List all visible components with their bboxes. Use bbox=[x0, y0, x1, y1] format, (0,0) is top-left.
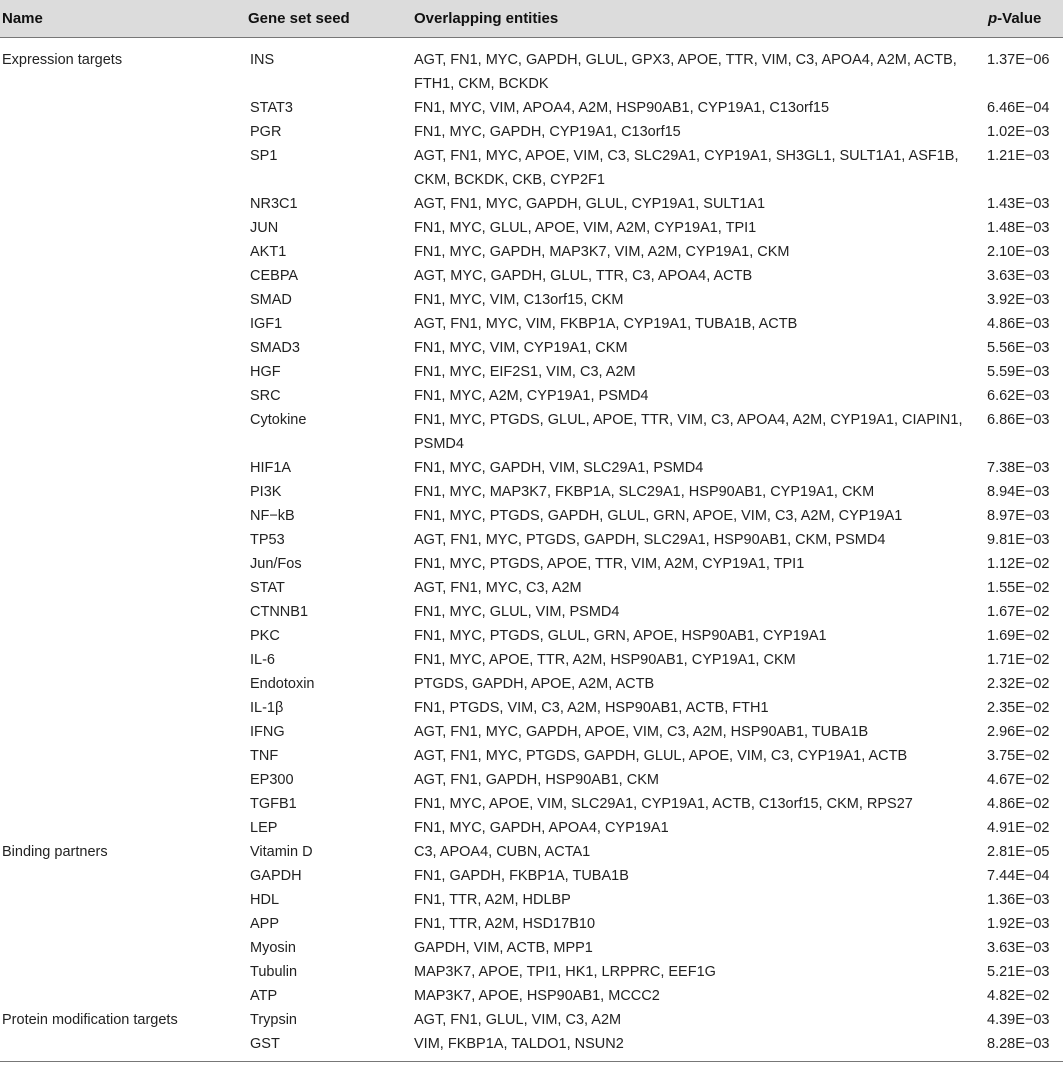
cell-seed: HDL bbox=[250, 892, 280, 908]
table-row bbox=[0, 768, 1063, 792]
cell-name: Protein modification targets bbox=[2, 1012, 178, 1028]
table-row bbox=[0, 840, 1063, 864]
cell-entities: MAP3K7, APOE, TPI1, HK1, LRPPRC, EEF1G bbox=[414, 964, 716, 980]
cell-pvalue: 1.69E−02 bbox=[987, 628, 1050, 644]
cell-seed: ATP bbox=[250, 988, 278, 1004]
cell-entities: FN1, MYC, MAP3K7, FKBP1A, SLC29A1, HSP90AB1, CYP19A1, CKM bbox=[414, 484, 875, 500]
cell-seed: SMAD bbox=[250, 292, 292, 308]
cell-seed: NR3C1 bbox=[250, 196, 298, 212]
table-row bbox=[0, 288, 1063, 312]
cell-entities: FN1, MYC, GAPDH, VIM, SLC29A1, PSMD4 bbox=[414, 460, 704, 476]
table-row bbox=[0, 240, 1063, 264]
table-row bbox=[0, 576, 1063, 600]
cell-seed: TGFB1 bbox=[250, 796, 297, 812]
cell-pvalue: 1.43E−03 bbox=[987, 196, 1050, 212]
table-row bbox=[0, 1032, 1063, 1056]
cell-seed: Tubulin bbox=[250, 964, 298, 980]
cell-pvalue: 1.12E−02 bbox=[987, 556, 1050, 572]
cell-entities: AGT, FN1, GLUL, VIM, C3, A2M bbox=[414, 1012, 622, 1028]
cell-seed: PGR bbox=[250, 124, 282, 140]
cell-entities: FN1, PTGDS, VIM, C3, A2M, HSP90AB1, ACTB, FTH1 bbox=[414, 700, 769, 716]
cell-seed: GAPDH bbox=[250, 868, 302, 884]
table-row bbox=[0, 456, 1063, 480]
table-row bbox=[0, 888, 1063, 912]
cell-pvalue: 8.97E−03 bbox=[987, 508, 1050, 524]
cell-pvalue: 6.62E−03 bbox=[987, 388, 1050, 404]
cell-entities: FN1, MYC, APOE, VIM, SLC29A1, CYP19A1, ACTB, C13orf15, CKM, RPS27 bbox=[414, 796, 913, 812]
cell-seed: EP300 bbox=[250, 772, 294, 788]
table-row bbox=[0, 864, 1063, 888]
cell-seed: JUN bbox=[250, 220, 279, 236]
cell-seed: Myosin bbox=[250, 940, 296, 956]
cell-pvalue: 1.21E−03 bbox=[987, 148, 1050, 164]
cell-seed: TNF bbox=[250, 748, 279, 764]
cell-entities: FN1, MYC, GAPDH, MAP3K7, VIM, A2M, CYP19A1, CKM bbox=[414, 244, 790, 260]
cell-entities: AGT, FN1, MYC, PTGDS, GAPDH, GLUL, APOE, VIM, C3, CYP19A1, ACTB bbox=[414, 748, 908, 764]
table-row bbox=[0, 552, 1063, 576]
table-row bbox=[0, 816, 1063, 840]
cell-seed: IL-1β bbox=[250, 700, 284, 716]
cell-entities: AGT, FN1, MYC, APOE, VIM, C3, SLC29A1, CYP19A1, SH3GL1, SULT1A1, ASF1B, CKM, BCKDK, CKB, CYP2F1 bbox=[414, 148, 959, 188]
cell-entities: FN1, MYC, PTGDS, APOE, TTR, VIM, A2M, CYP19A1, TPI1 bbox=[414, 556, 805, 572]
cell-pvalue: 3.63E−03 bbox=[987, 940, 1050, 956]
cell-pvalue: 3.63E−03 bbox=[987, 268, 1050, 284]
cell-pvalue: 1.37E−06 bbox=[987, 52, 1050, 68]
table-row bbox=[0, 96, 1063, 120]
cell-entities: FN1, MYC, APOE, TTR, A2M, HSP90AB1, CYP19A1, CKM bbox=[414, 652, 796, 668]
table-row bbox=[0, 480, 1063, 504]
cell-entities: FN1, GAPDH, FKBP1A, TUBA1B bbox=[414, 868, 629, 884]
cell-seed: TP53 bbox=[250, 532, 285, 548]
table-row bbox=[0, 312, 1063, 336]
header-pvalue bbox=[988, 10, 1041, 27]
cell-entities: AGT, FN1, MYC, PTGDS, GAPDH, SLC29A1, HSP90AB1, CKM, PSMD4 bbox=[414, 532, 886, 548]
cell-entities: AGT, FN1, MYC, VIM, FKBP1A, CYP19A1, TUBA1B, ACTB bbox=[414, 316, 798, 332]
cell-seed: IFNG bbox=[250, 724, 285, 740]
cell-seed: Vitamin D bbox=[250, 844, 313, 860]
cell-pvalue: 6.46E−04 bbox=[987, 100, 1050, 116]
header-entities: Overlapping entities bbox=[414, 10, 559, 27]
cell-entities: VIM, FKBP1A, TALDO1, NSUN2 bbox=[414, 1036, 624, 1052]
cell-seed: NF−kB bbox=[250, 508, 295, 524]
cell-entities: AGT, FN1, MYC, GAPDH, APOE, VIM, C3, A2M, HSP90AB1, TUBA1B bbox=[414, 724, 869, 740]
cell-seed: CTNNB1 bbox=[250, 604, 309, 620]
table-row bbox=[0, 336, 1063, 360]
cell-seed: Trypsin bbox=[250, 1012, 297, 1028]
cell-entities: FN1, MYC, GAPDH, APOA4, CYP19A1 bbox=[414, 820, 669, 836]
table-row bbox=[0, 408, 1063, 456]
cell-seed: STAT3 bbox=[250, 100, 293, 116]
cell-entities: FN1, TTR, A2M, HDLBP bbox=[414, 892, 571, 908]
cell-pvalue: 1.48E−03 bbox=[987, 220, 1050, 236]
table-row bbox=[0, 264, 1063, 288]
cell-seed: GST bbox=[250, 1036, 280, 1052]
cell-pvalue: 4.86E−02 bbox=[987, 796, 1050, 812]
cell-pvalue: 1.92E−03 bbox=[987, 916, 1050, 932]
header-name: Name bbox=[2, 10, 43, 27]
cell-seed: HIF1A bbox=[250, 460, 292, 476]
cell-pvalue: 1.55E−02 bbox=[987, 580, 1050, 596]
cell-pvalue: 1.02E−03 bbox=[987, 124, 1050, 140]
cell-entities: FN1, MYC, EIF2S1, VIM, C3, A2M bbox=[414, 364, 636, 380]
cell-pvalue: 2.10E−03 bbox=[987, 244, 1050, 260]
cell-pvalue: 5.21E−03 bbox=[987, 964, 1050, 980]
table-row bbox=[0, 504, 1063, 528]
cell-seed: PKC bbox=[250, 628, 280, 644]
cell-pvalue: 2.32E−02 bbox=[987, 676, 1050, 692]
cell-seed: Endotoxin bbox=[250, 676, 315, 692]
cell-pvalue: 1.36E−03 bbox=[987, 892, 1050, 908]
cell-entities: FN1, MYC, GAPDH, CYP19A1, C13orf15 bbox=[414, 124, 681, 140]
cell-entities: C3, APOA4, CUBN, ACTA1 bbox=[414, 844, 591, 860]
cell-seed: AKT1 bbox=[250, 244, 287, 260]
cell-pvalue: 9.81E−03 bbox=[987, 532, 1050, 548]
cell-pvalue: 6.86E−03 bbox=[987, 412, 1050, 428]
table-row bbox=[0, 216, 1063, 240]
cell-pvalue: 3.92E−03 bbox=[987, 292, 1050, 308]
table-row bbox=[0, 984, 1063, 1008]
header-pvalue-rest: -Value bbox=[997, 10, 1042, 27]
cell-entities: PTGDS, GAPDH, APOE, A2M, ACTB bbox=[414, 676, 655, 692]
cell-pvalue: 3.75E−02 bbox=[987, 748, 1050, 764]
table-row bbox=[0, 48, 1063, 96]
cell-entities: FN1, MYC, GLUL, APOE, VIM, A2M, CYP19A1, TPI1 bbox=[414, 220, 757, 236]
cell-seed: INS bbox=[250, 52, 275, 68]
cell-seed: Jun/Fos bbox=[250, 556, 302, 572]
table-row bbox=[0, 648, 1063, 672]
cell-seed: CEBPA bbox=[250, 268, 299, 284]
table-row bbox=[0, 720, 1063, 744]
table-row bbox=[0, 192, 1063, 216]
table-row bbox=[0, 384, 1063, 408]
bottom-rule bbox=[0, 1061, 1063, 1062]
cell-entities: AGT, FN1, GAPDH, HSP90AB1, CKM bbox=[414, 772, 659, 788]
cell-entities: MAP3K7, APOE, HSP90AB1, MCCC2 bbox=[414, 988, 660, 1004]
cell-pvalue: 2.96E−02 bbox=[987, 724, 1050, 740]
cell-pvalue: 5.59E−03 bbox=[987, 364, 1050, 380]
table-row bbox=[0, 792, 1063, 816]
table-row bbox=[0, 696, 1063, 720]
cell-pvalue: 7.44E−04 bbox=[987, 868, 1050, 884]
cell-entities: AGT, FN1, MYC, GAPDH, GLUL, GPX3, APOE, TTR, VIM, C3, APOA4, A2M, ACTB, FTH1, CKM, BCKDK bbox=[414, 52, 957, 92]
cell-entities: FN1, MYC, VIM, APOA4, A2M, HSP90AB1, CYP19A1, C13orf15 bbox=[414, 100, 830, 116]
table-body bbox=[0, 38, 1063, 1056]
cell-pvalue: 1.71E−02 bbox=[987, 652, 1050, 668]
cell-entities: FN1, MYC, PTGDS, GLUL, APOE, TTR, VIM, C3, APOA4, A2M, CYP19A1, CIAPIN1, PSMD4 bbox=[414, 412, 963, 452]
cell-seed: SP1 bbox=[250, 148, 278, 164]
cell-pvalue: 4.82E−02 bbox=[987, 988, 1050, 1004]
cell-entities: FN1, MYC, A2M, CYP19A1, PSMD4 bbox=[414, 388, 649, 404]
table-row bbox=[0, 600, 1063, 624]
cell-entities: FN1, MYC, GLUL, VIM, PSMD4 bbox=[414, 604, 620, 620]
cell-seed: PI3K bbox=[250, 484, 282, 500]
cell-seed: IGF1 bbox=[250, 316, 283, 332]
table-row bbox=[0, 744, 1063, 768]
cell-seed: SRC bbox=[250, 388, 281, 404]
cell-name: Expression targets bbox=[2, 52, 123, 68]
cell-pvalue: 4.67E−02 bbox=[987, 772, 1050, 788]
cell-pvalue: 7.38E−03 bbox=[987, 460, 1050, 476]
header-seed: Gene set seed bbox=[248, 10, 350, 27]
cell-seed: STAT bbox=[250, 580, 285, 596]
cell-pvalue: 8.28E−03 bbox=[987, 1036, 1050, 1052]
cell-pvalue: 4.39E−03 bbox=[987, 1012, 1050, 1028]
cell-pvalue: 4.86E−03 bbox=[987, 316, 1050, 332]
cell-entities: FN1, MYC, PTGDS, GAPDH, GLUL, GRN, APOE, VIM, C3, A2M, CYP19A1 bbox=[414, 508, 903, 524]
table-row bbox=[0, 1008, 1063, 1032]
cell-seed: IL-6 bbox=[250, 652, 275, 668]
table-row bbox=[0, 960, 1063, 984]
cell-entities: FN1, TTR, A2M, HSD17B10 bbox=[414, 916, 596, 932]
cell-pvalue: 4.91E−02 bbox=[987, 820, 1050, 836]
cell-seed: APP bbox=[250, 916, 280, 932]
cell-seed: HGF bbox=[250, 364, 281, 380]
cell-entities: FN1, MYC, VIM, C13orf15, CKM bbox=[414, 292, 624, 308]
table-row bbox=[0, 360, 1063, 384]
table-row bbox=[0, 912, 1063, 936]
cell-entities: GAPDH, VIM, ACTB, MPP1 bbox=[414, 940, 593, 956]
header-pvalue-italic: p bbox=[988, 10, 998, 27]
cell-pvalue: 5.56E−03 bbox=[987, 340, 1050, 356]
table-row bbox=[0, 672, 1063, 696]
table-row bbox=[0, 624, 1063, 648]
table-header bbox=[0, 0, 1063, 38]
cell-entities: AGT, FN1, MYC, C3, A2M bbox=[414, 580, 582, 596]
cell-pvalue: 1.67E−02 bbox=[987, 604, 1050, 620]
cell-seed: SMAD3 bbox=[250, 340, 300, 356]
table-row bbox=[0, 528, 1063, 552]
cell-entities: FN1, MYC, PTGDS, GLUL, GRN, APOE, HSP90AB1, CYP19A1 bbox=[414, 628, 827, 644]
table-row bbox=[0, 120, 1063, 144]
table-row bbox=[0, 144, 1063, 192]
cell-seed: LEP bbox=[250, 820, 278, 836]
cell-pvalue: 2.35E−02 bbox=[987, 700, 1050, 716]
cell-entities: AGT, MYC, GAPDH, GLUL, TTR, C3, APOA4, ACTB bbox=[414, 268, 753, 284]
cell-name: Binding partners bbox=[2, 844, 108, 860]
cell-seed: Cytokine bbox=[250, 412, 307, 428]
cell-pvalue: 8.94E−03 bbox=[987, 484, 1050, 500]
cell-entities: FN1, MYC, VIM, CYP19A1, CKM bbox=[414, 340, 628, 356]
table-row bbox=[0, 936, 1063, 960]
cell-pvalue: 2.81E−05 bbox=[987, 844, 1050, 860]
cell-entities: AGT, FN1, MYC, GAPDH, GLUL, CYP19A1, SULT1A1 bbox=[414, 196, 766, 212]
